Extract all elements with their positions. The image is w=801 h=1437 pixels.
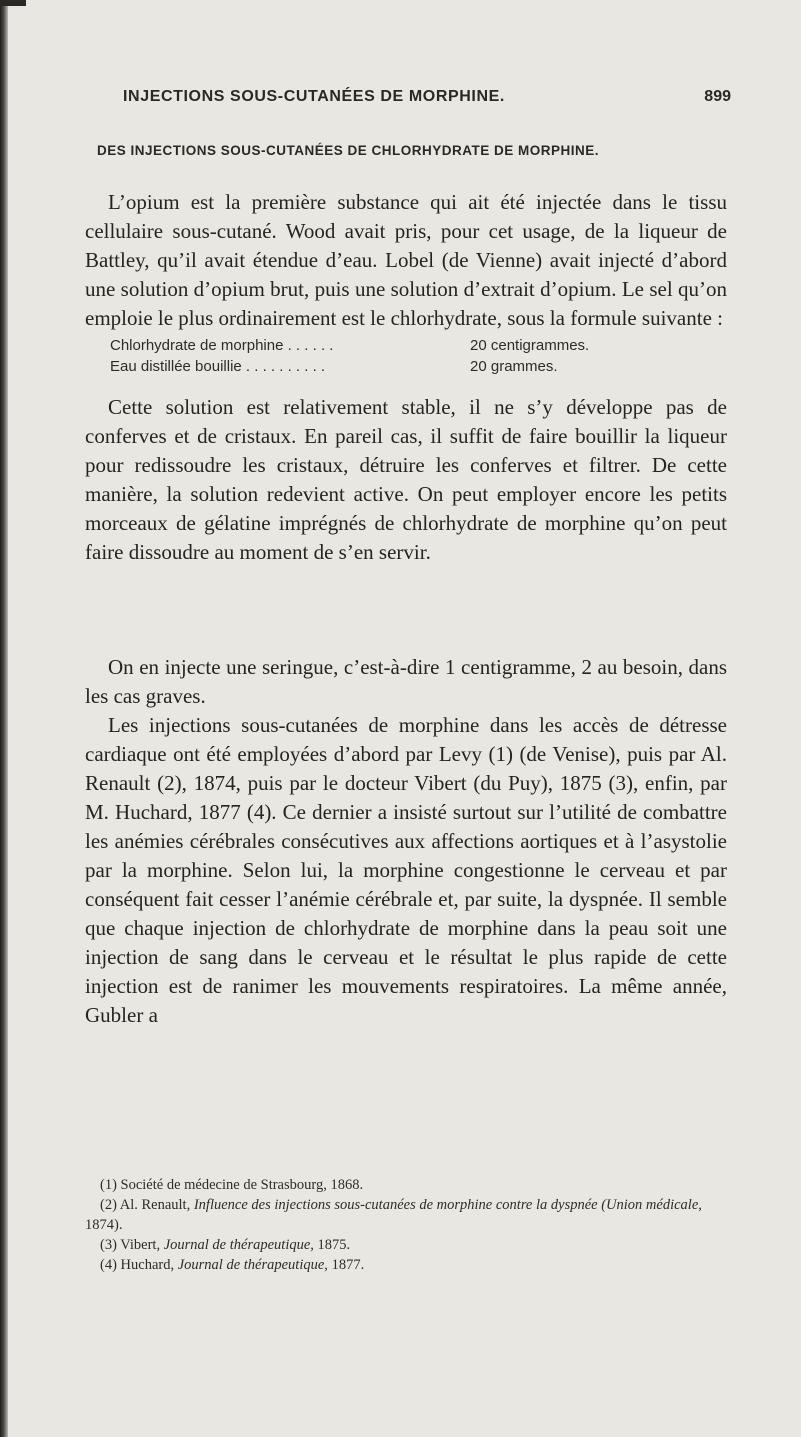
formula-quantity: 20 centigrammes. (470, 337, 590, 354)
footnote-journal: (Union médicale, (601, 1197, 702, 1213)
formula-quantity: 20 grammes. (470, 358, 558, 375)
paragraph-opium: L’opium est la première substance qui ait été injectée dans le tissu cellulaire sous-cutané. Wood avait pris, pour cet usage, de la liqueur de Battley, qu’il avait étendue d’eau. Lobel (de Vienne) avait injecté d’abord une solution d’opium brut, puis une solution d’extrait d’opium. Le sel qu’on emploie le plus ordinairement est le chlorhydrate, sous la formule suivante : (85, 190, 727, 330)
footnote-4 (85, 1255, 727, 1275)
formula-row (110, 356, 670, 377)
section-title: DES INJECTIONS SOUS-CUTANÉES DE CHLORHYDRATE DE MORPHINE. (97, 143, 600, 158)
running-title: INJECTIONS SOUS-CUTANÉES DE MORPHINE. (123, 88, 505, 105)
formula-ingredient: Eau distillée bouillie . . . . . . . . . . (110, 358, 326, 375)
page-binding-edge (0, 0, 8, 1437)
footnote-text: (4) Huchard, (100, 1257, 178, 1273)
formula-table (110, 335, 670, 377)
footnote-year: 1877. (327, 1257, 365, 1273)
footnote-title: Influence des injections sous-cutanées de morphine contre la dyspnée (193, 1197, 598, 1213)
footnote-text: (1) Société de médecine de Strasbourg, 1868. (100, 1177, 364, 1193)
footnote-1 (85, 1175, 727, 1195)
footnote-journal: Journal de thérapeutique, (163, 1237, 314, 1253)
paragraph-solution-stability: Cette solution est relativement stable, il ne s’y développe pas de conferves et de cristaux. En pareil cas, il suffit de faire bouillir la liqueur pour redissoudre les cristaux, détruire les conferves et filtrer. De cette manière, la solution redevient active. On peut employer encore les petits morceaux de gélatine imprégnés de chlorhydrate de morphine qu’on peut faire dissoudre au moment de s’en servir. (85, 395, 727, 564)
footnote-year: 1874). (85, 1217, 123, 1233)
footnote-text: (2) Al. Renault, (100, 1197, 194, 1213)
paragraph-cardiac-distress: Les injections sous-cutanées de morphine dans les accès de détresse cardiaque ont été employées d’abord par Levy (1) (de Venise), puis par Al. Renault (2), 1874, puis par le docteur Vibert (du Puy), 1875 (3), enfin, par M. Huchard, 1877 (4). Ce dernier a insisté surtout sur l’utilité de combattre les anémies cérébrales consécutives aux affections aortiques et à l’asystolie par la morphine. Selon lui, la morphine congestionne le cerveau et par conséquent fait cesser l’anémie cérébrale et, par suite, la dyspnée. Il semble que chaque injection de chlorhydrate de morphine dans la peau soit une injection de sang dans le cerveau et le résultat le plus rapide de cette injection est de ranimer les mouvements respiratoires. La même année, Gubler a (85, 713, 727, 1027)
running-header (85, 88, 731, 112)
footnote-text: (3) Vibert, (100, 1237, 164, 1253)
footnote-3 (85, 1235, 727, 1255)
paragraph-dosage: On en injecte une seringue, c’est-à-dire 1 centigramme, 2 au besoin, dans les cas graves. (85, 655, 727, 708)
page-corner-mark (0, 0, 26, 6)
footnote-2 (85, 1195, 727, 1235)
footnote-journal: Journal de thérapeutique, (177, 1257, 328, 1273)
formula-ingredient: Chlorhydrate de morphine . . . . . . (110, 337, 334, 354)
footnotes (85, 1175, 727, 1275)
footnote-year: 1875. (313, 1237, 351, 1253)
formula-row (110, 335, 670, 356)
page-number: 899 (704, 88, 731, 105)
